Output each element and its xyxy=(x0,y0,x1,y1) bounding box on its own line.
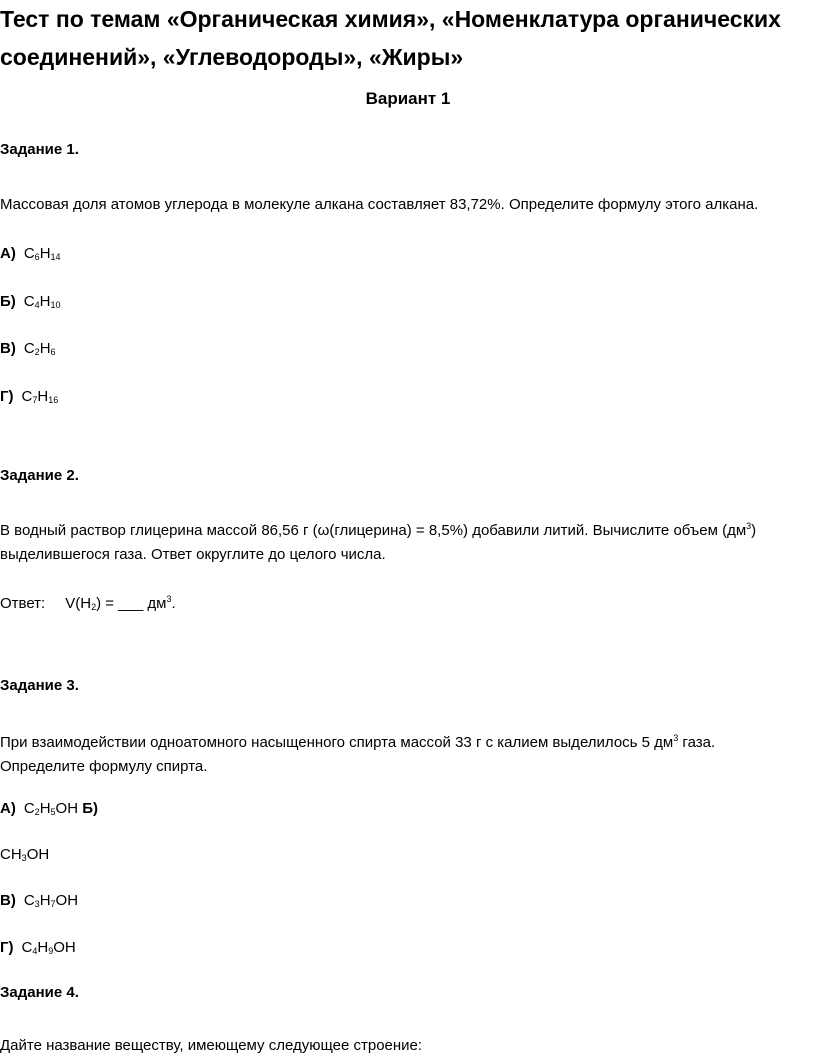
task2-question-line1: В водный раствор глицерина массой 86,56 г (ω(глицерина) = 8,5%) добавили литий. Вычислите объем $(дм^3)$ xyxy=(0,521,757,539)
task1-question: Массовая доля атомов углерода в молекуле алкана составляет 83,72%. Определите формулу этого алкана. xyxy=(0,196,759,213)
task3-option-b: $CH_3OH$ xyxy=(0,846,50,863)
variant-heading: Вариант 1 xyxy=(365,89,451,108)
option-letter: Б) xyxy=(82,800,98,817)
task1-option-b: Б) $C_4H_{10}$ xyxy=(0,293,61,310)
option-letter: В) xyxy=(0,340,16,357)
task3-question-line1: При взаимодействии одноатомного насыщенного спирта массой 33 г с калием выделилось 5 $дм^3$ газа. xyxy=(0,733,716,751)
option-letter: А) xyxy=(0,245,16,262)
option-letter: А) xyxy=(0,800,16,817)
task1-option-d: Г) $C_7H_{16}$ xyxy=(0,388,59,405)
document-title: Тест по темам «Органическая химия», «Номенклатура органических соединений», «Углеводороды», «Жиры» xyxy=(0,6,781,70)
option-letter: Г) xyxy=(0,939,14,956)
option-letter: Б) xyxy=(0,293,16,310)
task3-option-a: А) $C_2H_5OH$ Б) xyxy=(0,800,98,817)
task2-heading: Задание 2. xyxy=(0,467,79,484)
task2-answer: Ответ: $V(H_2)$ = ___ $дм^3$. xyxy=(0,594,176,612)
task1-option-c: В) $C_2H_6$ xyxy=(0,340,56,357)
task4-question: Дайте название веществу, имеющему следующее строение: xyxy=(0,1037,423,1054)
task3-option-d: Г) $C_4H_9OH$ xyxy=(0,939,76,956)
task2-question-line2: выделившегося газа. Ответ округлите до целого числа. xyxy=(0,546,386,563)
option-letter: В) xyxy=(0,892,16,909)
option-letter: Г) xyxy=(0,388,14,405)
task3-option-c: В) $C_3H_7OH$ xyxy=(0,892,79,909)
task1-option-a: А) $C_6H_{14}$ xyxy=(0,245,61,262)
task3-question-line2: Определите формулу спирта. xyxy=(0,758,208,775)
answer-label: Ответ: xyxy=(0,595,46,612)
task4-heading: Задание 4. xyxy=(0,984,79,1001)
task3-heading: Задание 3. xyxy=(0,677,79,694)
task1-heading: Задание 1. xyxy=(0,141,79,158)
